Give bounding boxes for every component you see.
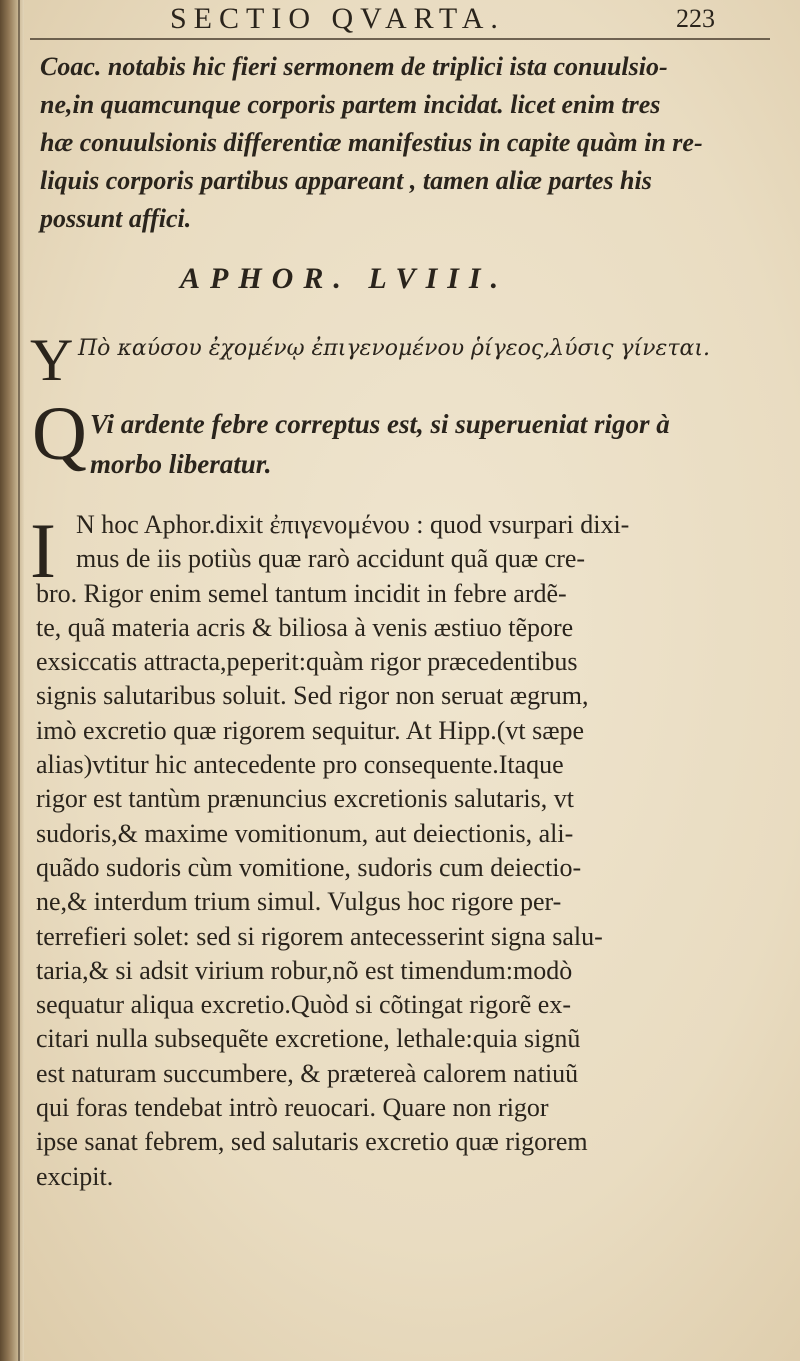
text-line: sequatur aliqua excretio.Quòd si cõtingat rigorẽ ex- (36, 990, 571, 1020)
text-line: ne,in quamcunque corporis partem incidat. licet enim tres (40, 90, 661, 119)
text-line: bro. Rigor enim semel tantum incidit in febre ardẽ- (36, 578, 567, 608)
text-line: excipit. (36, 1161, 114, 1191)
text-line: sudoris,& maxime vomitionum, aut deiectionis, ali- (36, 818, 574, 848)
section-title: SECTIO QVARTA. (170, 2, 505, 35)
aphorism-heading: APHOR. LVIII. (180, 262, 509, 295)
greek-drop-initial: Y (30, 327, 74, 393)
text-line: signis salutaribus soluit. Sed rigor non seruat ægrum, (36, 681, 589, 711)
text-line: exsiccatis attracta,peperit:quàm rigor præcedentibus (36, 647, 578, 677)
text-line: ipse sanat febrem, sed salutaris excretio quæ rigorem (36, 1127, 588, 1157)
text-line: te, quã materia acris & biliosa à venis æstiuo tẽpore (36, 612, 574, 642)
intro-italic-paragraph (40, 48, 720, 238)
text-line: N hoc Aphor.dixit ἐπιγενομένου : quod vsurpari dixi- (76, 510, 630, 539)
greek-aphorism-text: Πὸ καύσου ἐχομένῳ ἐπιγενομένου ῥίγεος,λύσις γίνεται. (78, 336, 711, 361)
book-gutter (0, 0, 24, 1361)
text-line: morbo liberatur. (90, 449, 272, 479)
text-line: imò excretio quæ rigorem sequitur. At Hipp.(vt sæpe (36, 715, 585, 745)
running-header (170, 2, 715, 42)
text-line: citari nulla subsequẽte excretione, lethale:quia signũ (36, 1024, 581, 1054)
text-line: taria,& si adsit virium robur,nõ est timendum:modò (36, 955, 573, 985)
latin-drop-initial: Q (32, 392, 87, 476)
text-line: ne,& interdum trium simul. Vulgus hoc rigore per- (36, 887, 562, 917)
gutter-edge-line (18, 0, 20, 1361)
header-rule (30, 38, 770, 40)
text-line: terrefieri solet: sed si rigorem antecesserint signa salu- (36, 921, 603, 951)
text-line: est naturam succumbere, & prætereà calorem natiuũ (36, 1058, 579, 1088)
text-line: rigor est tantùm prænuncius excretionis salutaris, vt (36, 784, 574, 814)
commentary-paragraph (36, 508, 736, 1194)
text-line: mus de iis potiùs quæ rarò accidunt quã quæ cre- (76, 544, 586, 574)
text-line: alias)vtitur hic antecedente pro consequente.Itaque (36, 750, 564, 780)
text-line: possunt affici. (40, 204, 192, 233)
text-line: qui foras tendebat intrò reuocari. Quare non rigor (36, 1093, 549, 1123)
latin-translation (90, 404, 730, 484)
text-line: hæ conuulsionis differentiæ manifestius in capite quàm in re- (40, 128, 703, 157)
text-line: quãdo sudoris cùm vomitione, sudoris cum deiectio- (36, 852, 582, 882)
text-line: Vi ardente febre correptus est, si superueniat rigor à (90, 409, 670, 439)
page-number: 223 (676, 4, 715, 33)
commentary-drop-initial: I (30, 507, 56, 594)
text-line: Coac. notabis hic fieri sermonem de triplici ista conuulsio- (40, 52, 668, 81)
text-line: liquis corporis partibus appareant , tamen aliæ partes his (40, 166, 652, 195)
